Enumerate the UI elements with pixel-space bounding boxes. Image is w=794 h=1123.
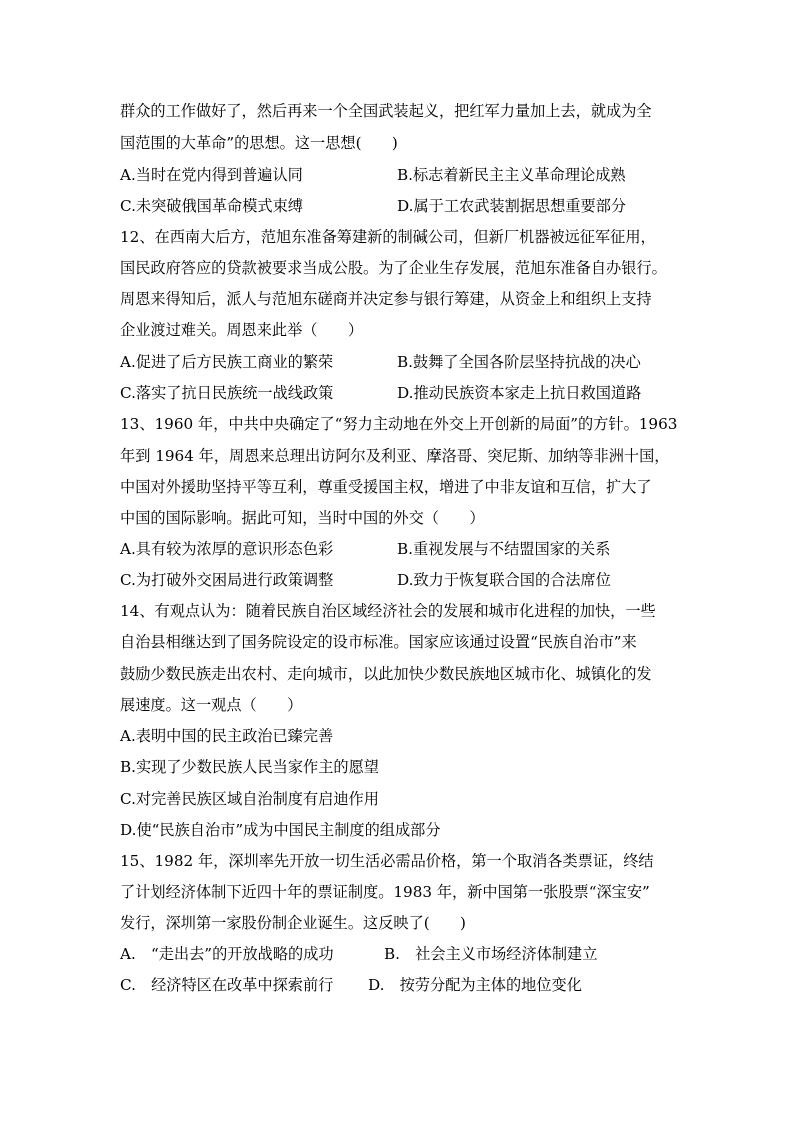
q14-option-a: A.表明中国的民主政治已臻完善 — [120, 727, 334, 745]
q15-stem-line-1: 15、1982 年，深圳率先开放一切生活必需品价格，第一个取消各类票证，终结 — [120, 852, 654, 870]
q14-stem-line-3: 鼓励少数民族走出农村、走向城市，以此加快少数民族地区城市化、城镇化的发 — [120, 665, 652, 683]
q12-option-d: D.推动民族资本家走上抗日救国道路 — [397, 384, 642, 402]
q15-option-c: C. 经济特区在改革中探索前行 — [120, 976, 334, 994]
q11-option-d: D.属于工农武装割据思想重要部分 — [397, 197, 627, 215]
q14-stem-line-4: 展速度。这一观点（ ） — [120, 696, 303, 714]
q13-stem-line-2: 年到 1964 年，周恩来总理出访阿尔及利亚、摩洛哥、突尼斯、加纳等非洲十国， — [120, 447, 670, 465]
q13-stem-line-4: 中国的国际影响。据此可知，当时中国的外交（ ） — [120, 509, 485, 527]
q12-stem-line-2: 国民政府答应的贷款被要求当成公股。为了企业生存发展，范旭东准备自办银行。 — [120, 259, 667, 277]
q12-option-b: B.鼓舞了全国各阶层坚持抗战的决心 — [397, 353, 641, 371]
q12-option-c: C.落实了抗日民族统一战线政策 — [120, 384, 334, 402]
q11-option-a: A.当时在党内得到普遍认同 — [120, 166, 303, 184]
q12-stem-line-3: 周恩来得知后，派人与范旭东磋商并决定参与银行筹建，从资金上和组织上支持 — [120, 290, 652, 308]
q14-stem-line-1: 14、有观点认为：随着民族自治区域经济社会的发展和城市化进程的加快，一些 — [120, 602, 656, 620]
q14-option-d: D.使“民族自治市”成为中国民主制度的组成部分 — [120, 821, 441, 839]
q13-option-b: B.重视发展与不结盟国家的关系 — [397, 540, 611, 558]
q12-stem-line-4: 企业渡过难关。周恩来此举（ ） — [120, 321, 363, 339]
q13-stem-line-3: 中国对外援助坚持平等互利，尊重受援国主权，增进了中非友谊和互信，扩大了 — [120, 478, 652, 496]
q13-stem-line-1: 13、1960 年，中共中央确定了“努力主动地在外交上开创新的局面”的方针。1963 — [120, 415, 678, 433]
q15-option-b: B. 社会主义市场经济体制建立 — [384, 945, 598, 963]
q11-stem-line-2: 国范围的大革命”的思想。这一思想( ) — [120, 134, 398, 152]
q11-option-b: B.标志着新民主主义革命理论成熟 — [397, 166, 626, 184]
q14-stem-line-2: 自治县相继达到了国务院设定的设市标准。国家应该通过设置“民族自治市”来 — [120, 633, 637, 651]
q13-option-d: D.致力于恢复联合国的合法席位 — [397, 571, 611, 589]
q15-stem-line-2: 了计划经济体制下近四十年的票证制度。1983 年，新中国第一张股票“深宝安” — [120, 883, 650, 901]
q14-option-b: B.实现了少数民族人民当家作主的愿望 — [120, 758, 379, 776]
q15-stem-line-3: 发行，深圳第一家股份制企业诞生。这反映了( ) — [120, 914, 466, 932]
q13-option-a: A.具有较为浓厚的意识形态色彩 — [120, 540, 334, 558]
q15-option-d: D. 按劳分配为主体的地位变化 — [368, 976, 582, 994]
q11-option-c: C.未突破俄国革命模式束缚 — [120, 197, 303, 215]
q15-option-a: A. “走出去”的开放战略的成功 — [120, 945, 334, 963]
q12-stem-line-1: 12、在西南大后方，范旭东准备筹建新的制碱公司，但新厂机器被远征军征用， — [120, 228, 656, 246]
q11-stem-line-1: 群众的工作做好了，然后再来一个全国武装起义，把红军力量加上去，就成为全 — [120, 102, 652, 120]
q14-option-c: C.对完善民族区域自治制度有启迪作用 — [120, 790, 379, 808]
q13-option-c: C.为打破外交困局进行政策调整 — [120, 571, 334, 589]
q12-option-a: A.促进了后方民族工商业的繁荣 — [120, 353, 334, 371]
